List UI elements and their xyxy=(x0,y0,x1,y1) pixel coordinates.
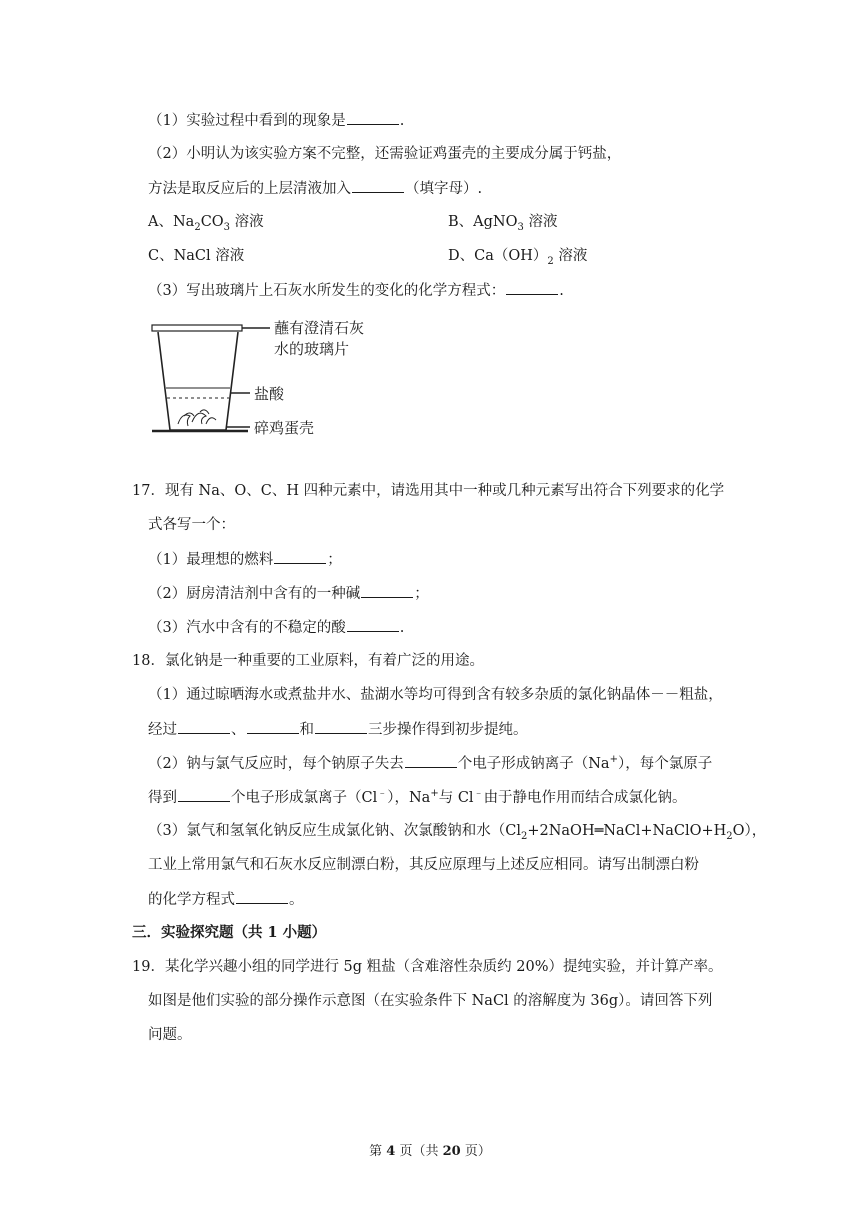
q18-part3-line2: 工业上常用氯气和石灰水反应制漂白粉，其反应原理与上述反应相同。请写出制漂白粉 xyxy=(148,857,699,873)
q18-part2-line2: 得到 个电子形成氯离子（Cl﹣），Na+与 Cl﹣由于静电作用而结合成氯化钠。 xyxy=(148,788,687,806)
q18-part3-line3: 的化学方程式 。 xyxy=(148,889,304,910)
q16-part2-method: 方法是取反应后的上层清液加入 （填字母）. xyxy=(148,178,482,199)
answer-blank[interactable] xyxy=(347,617,399,632)
experiment-figure xyxy=(148,312,388,442)
label-acid: 盐酸 xyxy=(254,385,285,403)
answer-blank[interactable] xyxy=(178,719,230,734)
section-heading: 三．实验探究题（共 1 小题） xyxy=(132,924,327,941)
option-d: D、$Ca(OH)_2$ 溶液 xyxy=(448,248,588,267)
q18-stem: 18．氯化钠是一种重要的工业原料，有着广泛的用途。 xyxy=(132,653,484,669)
label-glass-line1: 蘸有澄清石灰 xyxy=(274,319,365,337)
q17-stem-line1: 17．现有 Na、O、C、H 四种元素中，请选用其中一种或几种元素写出符合下列要求的化学 xyxy=(132,483,725,499)
answer-blank[interactable] xyxy=(405,753,457,768)
q17-item1: （1）最理想的燃料 ； xyxy=(148,549,342,570)
answer-blank[interactable] xyxy=(315,719,367,734)
page-number: 4 xyxy=(386,1144,396,1159)
beaker-icon xyxy=(158,332,238,430)
q19-line1: 19．某化学兴趣小组的同学进行 5g 粗盐（含难溶性杂质约 20%）提纯实验，并计算产率。 xyxy=(132,959,723,975)
option-a: A、$Na_2CO_3$ 溶液 xyxy=(148,214,264,233)
page-total: 20 xyxy=(442,1144,461,1159)
page-footer: 第 4 页（共 20 页） xyxy=(369,1144,491,1159)
q16-part3: （3）写出玻璃片上石灰水所发生的变化的化学方程式： . xyxy=(148,280,564,301)
q16-part2: （2）小明认为该实验方案不完整，还需验证鸡蛋壳的主要成分属于钙盐， xyxy=(148,146,622,162)
answer-blank[interactable] xyxy=(236,889,288,904)
q17-item2: （2）厨房清洁剂中含有的一种碱 ； xyxy=(148,583,429,604)
q18-part2-line1: （2）钠与氯气反应时，每个钠原子失去 个电子形成钠离子（Na+），每个氯原子 xyxy=(148,754,713,772)
answer-blank[interactable] xyxy=(247,719,299,734)
eggshell-icon xyxy=(178,410,216,426)
q18-part1-line2: 经过 、 和 三步操作得到初步提纯。 xyxy=(148,719,528,740)
answer-blank[interactable] xyxy=(361,583,413,598)
answer-blank[interactable] xyxy=(352,178,404,193)
q17-item3: （3）汽水中含有的不稳定的酸 . xyxy=(148,617,404,638)
answer-blank[interactable] xyxy=(274,549,326,564)
answer-blank[interactable] xyxy=(506,280,558,295)
option-c: C、NaCl 溶液 xyxy=(148,248,245,264)
glass-plate-icon xyxy=(152,325,242,331)
label-glass-line2: 水的玻璃片 xyxy=(274,340,350,358)
label-eggshell: 碎鸡蛋壳 xyxy=(254,419,315,437)
answer-blank[interactable] xyxy=(178,787,230,802)
q17-stem-line2: 式各写一个： xyxy=(148,517,235,533)
q19-line2: 如图是他们实验的部分操作示意图（在实验条件下 NaCl 的溶解度为 36g）。请回答下列 xyxy=(148,993,713,1009)
q18-part1-line1: （1）通过晾晒海水或煮盐井水、盐湖水等均可得到含有较多杂质的氯化钠晶体－－粗盐， xyxy=(148,687,723,703)
q18-part3-line1: （3）氯气和氢氧化钠反应生成氯化钠、次氯酸钠和水$(Cl_2+2NaOH═NaCl+NaClO+H_2O)$， xyxy=(148,823,767,842)
option-b: B、AgNO$_3$ 溶液 xyxy=(448,214,558,233)
q16-part1: （1）实验过程中看到的现象是 . xyxy=(148,110,404,131)
q19-line3: 问题。 xyxy=(148,1027,192,1043)
answer-blank[interactable] xyxy=(347,110,399,125)
